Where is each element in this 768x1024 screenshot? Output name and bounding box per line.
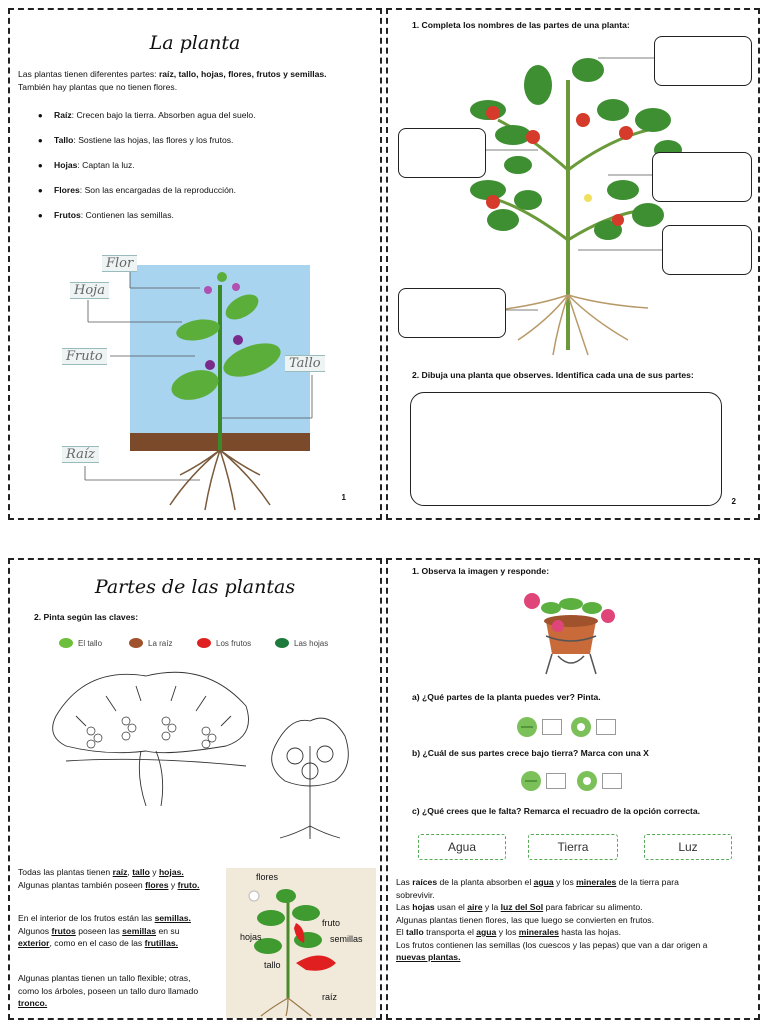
page-number: 2 <box>731 497 736 506</box>
answer-square[interactable] <box>546 773 566 789</box>
leaf-icon <box>128 636 144 650</box>
paragraph-2: En el interior de los frutos están las semillas. Algunos frutos poseen las semillas en su exterior, como en el caso de las frutillas. <box>18 913 191 948</box>
key-root: La raíz <box>128 636 172 650</box>
question-2: 2. Dibuja una planta que observes. Identifica cada una de sus partes: <box>412 370 694 380</box>
label-leader-lines <box>10 10 384 522</box>
label-hojas: hojas <box>240 932 262 942</box>
question-1: 1. Completa los nombres de las partes de una planta: <box>412 20 630 30</box>
question-a: a) ¿Qué partes de la planta puedes ver? Pinta. <box>412 692 601 702</box>
key-fruits: Los frutos <box>196 636 251 650</box>
answer-square[interactable] <box>602 773 622 789</box>
key-leaves: Las hojas <box>274 636 328 650</box>
leaf-icon <box>520 770 542 792</box>
list-item: • Flores: Son las encargadas de la reproducción. <box>30 185 370 195</box>
tomato-coloring-image <box>260 706 360 841</box>
label-hoja: Hoja <box>70 282 109 299</box>
question-1: 1. Observa la imagen y responde: <box>412 566 550 576</box>
page-title: Partes de las plantas <box>94 576 296 598</box>
summary-text: Las raíces de la planta absorben el agua y los minerales de la tierra para sobrevivir. Las hojas usan el aire y la luz del Sol para fabricar su alimento. Algunas plantas tienen flores, las que luego se convierten en frutos. El tallo transporta el agua y los minerales hasta las hojas. Los frutos contienen las semillas (los cuescos y las pepas) que van a dar origen a nuevas plantas. <box>396 877 708 962</box>
flower-icon <box>576 770 598 792</box>
label-raiz: Raíz <box>62 446 99 463</box>
question-2: 2. Pinta según las claves: <box>34 612 139 622</box>
pepper-plant-image <box>226 868 376 1018</box>
label-fruto: fruto <box>322 918 341 928</box>
grapevine-coloring-image <box>46 656 256 806</box>
list-item: • Tallo: Sostiene las hojas, las flores y los frutos. <box>30 135 370 145</box>
label-raiz: raíz <box>322 992 338 1002</box>
answer-square[interactable] <box>542 719 562 735</box>
label-fruto: Fruto <box>62 348 107 365</box>
option-agua[interactable]: Agua <box>418 834 506 860</box>
label-tallo: tallo <box>264 960 281 970</box>
question-c: c) ¿Qué crees que le falta? Remarca el recuadro de la opción correcta. <box>412 806 700 816</box>
worksheet-page-4 <box>386 558 760 1020</box>
page-number: 1 <box>341 493 346 502</box>
label-tallo: Tallo <box>285 355 325 372</box>
page-title: La planta <box>149 32 241 54</box>
flower-icon <box>570 716 592 738</box>
key-stem: El tallo <box>58 636 102 650</box>
answer-square[interactable] <box>596 719 616 735</box>
worksheet-page-2 <box>386 8 760 520</box>
list-item: • Frutos: Contienen las semillas. <box>30 210 370 220</box>
label-semillas: semillas <box>330 934 363 944</box>
leaf-icon <box>196 636 212 650</box>
paragraph-3: Algunas plantas tienen un tallo flexible; otras, como los árboles, poseen un tallo duro llamado tronco. <box>18 973 199 1008</box>
option-tierra[interactable]: Tierra <box>528 834 618 860</box>
leaf-icon <box>58 636 74 650</box>
list-item: • Raíz: Crecen bajo la tierra. Absorben agua del suelo. <box>30 110 370 120</box>
leaf-icon <box>274 636 290 650</box>
label-flor: Flor <box>102 255 137 272</box>
paragraph-1: Todas las plantas tienen raíz, tallo y hojas. Algunas plantas también poseen flores y fruto. <box>18 867 200 890</box>
leaf-icon <box>516 716 538 738</box>
flower-pot-image <box>516 586 626 676</box>
intro-text: Las plantas tienen diferentes partes: raíz, tallo, hojas, flores, frutos y semillas. También hay plantas que no tienen flores. <box>18 69 327 92</box>
option-luz[interactable]: Luz <box>644 834 732 860</box>
list-item: • Hojas: Captan la luz. <box>30 160 370 170</box>
question-b: b) ¿Cuál de sus partes crece bajo tierra? Marca con una X <box>412 748 649 758</box>
worksheet-page-3 <box>8 558 382 1020</box>
worksheet-page-1 <box>8 8 382 520</box>
label-flores: flores <box>256 872 279 882</box>
drawing-area[interactable] <box>410 392 722 506</box>
